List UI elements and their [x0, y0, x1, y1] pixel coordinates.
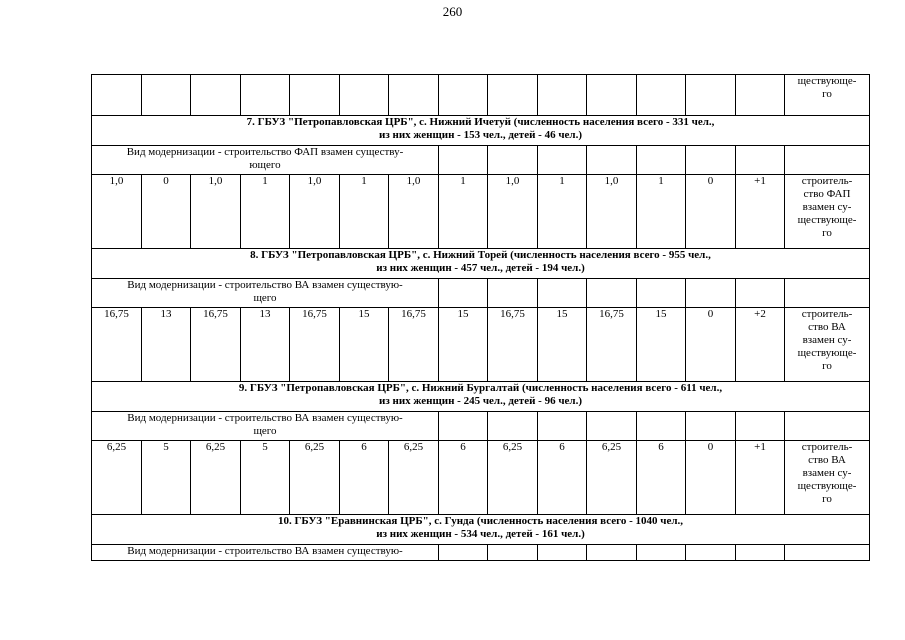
table-cell: [736, 146, 785, 175]
table-cell: [686, 75, 736, 116]
table-row: [92, 75, 870, 116]
table-cell: [785, 146, 870, 175]
table-cell: [439, 279, 488, 308]
modernization-type: Вид модернизации - строительство ФАП взамен существу- ющего: [92, 146, 439, 175]
section-header: 7. ГБУЗ "Петропавловская ЦРБ", с. Нижний Ичетуй (численность населения всего - 331 чел., из них женщин - 153 чел., детей - 46 чел.): [92, 116, 870, 146]
modernization-type: Вид модернизации - строительство ВА взамен существую-: [92, 545, 439, 561]
table-cell: [92, 75, 142, 116]
table-cell: [736, 545, 785, 561]
value-cell: 1: [241, 175, 290, 249]
section-header-row: [92, 249, 870, 279]
value-cell: 1: [340, 175, 389, 249]
section-header-row: [92, 116, 870, 146]
value-cell: 15: [637, 308, 686, 382]
value-cell: 15: [538, 308, 587, 382]
value-cell: +1: [736, 175, 785, 249]
value-cell: 6,25: [587, 441, 637, 515]
table-cell: [439, 412, 488, 441]
note-cell: строитель- ство ВА взамен су- ществующе- го: [785, 308, 870, 382]
values-row: [92, 175, 870, 249]
modernization-row: [92, 279, 870, 308]
table-cell: [785, 545, 870, 561]
table-cell: [538, 545, 587, 561]
value-cell: 16,75: [488, 308, 538, 382]
value-cell: 5: [142, 441, 191, 515]
table-cell: [587, 146, 637, 175]
table-cell: [637, 75, 686, 116]
value-cell: 1,0: [587, 175, 637, 249]
value-cell: 6: [538, 441, 587, 515]
page-number: 260: [442, 4, 463, 19]
value-cell: 13: [241, 308, 290, 382]
table-cell: [785, 279, 870, 308]
table-cell: [637, 146, 686, 175]
table-cell: [587, 75, 637, 116]
table-cell: [488, 279, 538, 308]
value-cell: 1,0: [191, 175, 241, 249]
table-cell: [686, 279, 736, 308]
table-cell: [736, 279, 785, 308]
values-row: [92, 441, 870, 515]
table-cell: [290, 75, 340, 116]
table-cell: [142, 75, 191, 116]
modernization-type: Вид модернизации - строительство ВА взамен существую- щего: [92, 279, 439, 308]
value-cell: 0: [142, 175, 191, 249]
table-cell: [637, 545, 686, 561]
value-cell: +1: [736, 441, 785, 515]
value-cell: 6,25: [92, 441, 142, 515]
value-cell: 6,25: [488, 441, 538, 515]
value-cell: 1: [637, 175, 686, 249]
table-cell: [439, 75, 488, 116]
table-cell: [736, 412, 785, 441]
section-header-row: [92, 515, 870, 545]
table-cell: [439, 146, 488, 175]
note-cell: ществующе- го: [785, 75, 870, 116]
table-cell: [389, 75, 439, 116]
value-cell: 0: [686, 441, 736, 515]
modernization-table: [91, 74, 870, 561]
value-cell: 1: [538, 175, 587, 249]
value-cell: 16,75: [191, 308, 241, 382]
table-cell: [736, 75, 785, 116]
value-cell: 13: [142, 308, 191, 382]
table-cell: [191, 75, 241, 116]
value-cell: 1,0: [290, 175, 340, 249]
value-cell: 1,0: [389, 175, 439, 249]
values-row: [92, 308, 870, 382]
table-cell: [587, 412, 637, 441]
value-cell: 1: [439, 175, 488, 249]
section-header: 8. ГБУЗ "Петропавловская ЦРБ", с. Нижний Торей (численность населения всего - 955 чел., из них женщин - 457 чел., детей - 194 чел.): [92, 249, 870, 279]
note-cell: строитель- ство ВА взамен су- ществующе- го: [785, 441, 870, 515]
value-cell: 6,25: [389, 441, 439, 515]
table-cell: [488, 75, 538, 116]
section-header: 9. ГБУЗ "Петропавловская ЦРБ", с. Нижний Бургалтай (численность населения всего - 611 чел., из них женщин - 245 чел., детей - 96 чел.): [92, 382, 870, 412]
table-cell: [538, 75, 587, 116]
section-header-row: [92, 382, 870, 412]
value-cell: 15: [439, 308, 488, 382]
table-cell: [439, 545, 488, 561]
value-cell: 1,0: [92, 175, 142, 249]
table-cell: [686, 412, 736, 441]
table-cell: [241, 75, 290, 116]
section-header: 10. ГБУЗ "Еравнинская ЦРБ", с. Гунда (численность населения всего - 1040 чел., из них женщин - 534 чел., детей - 161 чел.): [92, 515, 870, 545]
table-cell: [538, 412, 587, 441]
value-cell: 16,75: [389, 308, 439, 382]
table-cell: [686, 146, 736, 175]
value-cell: 16,75: [92, 308, 142, 382]
value-cell: 16,75: [290, 308, 340, 382]
note-cell: строитель- ство ФАП взамен су- ществующе- го: [785, 175, 870, 249]
table-cell: [587, 545, 637, 561]
table-cell: [538, 146, 587, 175]
table-cell: [785, 412, 870, 441]
value-cell: 6: [439, 441, 488, 515]
table-cell: [637, 412, 686, 441]
table-cell: [340, 75, 389, 116]
modernization-row: [92, 146, 870, 175]
table-cell: [686, 545, 736, 561]
value-cell: 0: [686, 175, 736, 249]
table-cell: [488, 412, 538, 441]
value-cell: 15: [340, 308, 389, 382]
modernization-row: [92, 545, 870, 561]
value-cell: 6,25: [290, 441, 340, 515]
table-cell: [637, 279, 686, 308]
value-cell: 6: [637, 441, 686, 515]
value-cell: 5: [241, 441, 290, 515]
table-cell: [488, 146, 538, 175]
value-cell: 1,0: [488, 175, 538, 249]
table-cell: [538, 279, 587, 308]
table-cell: [587, 279, 637, 308]
table-cell: [488, 545, 538, 561]
modernization-type: Вид модернизации - строительство ВА взамен существую- щего: [92, 412, 439, 441]
modernization-row: [92, 412, 870, 441]
value-cell: 6,25: [191, 441, 241, 515]
value-cell: +2: [736, 308, 785, 382]
value-cell: 16,75: [587, 308, 637, 382]
value-cell: 6: [340, 441, 389, 515]
value-cell: 0: [686, 308, 736, 382]
